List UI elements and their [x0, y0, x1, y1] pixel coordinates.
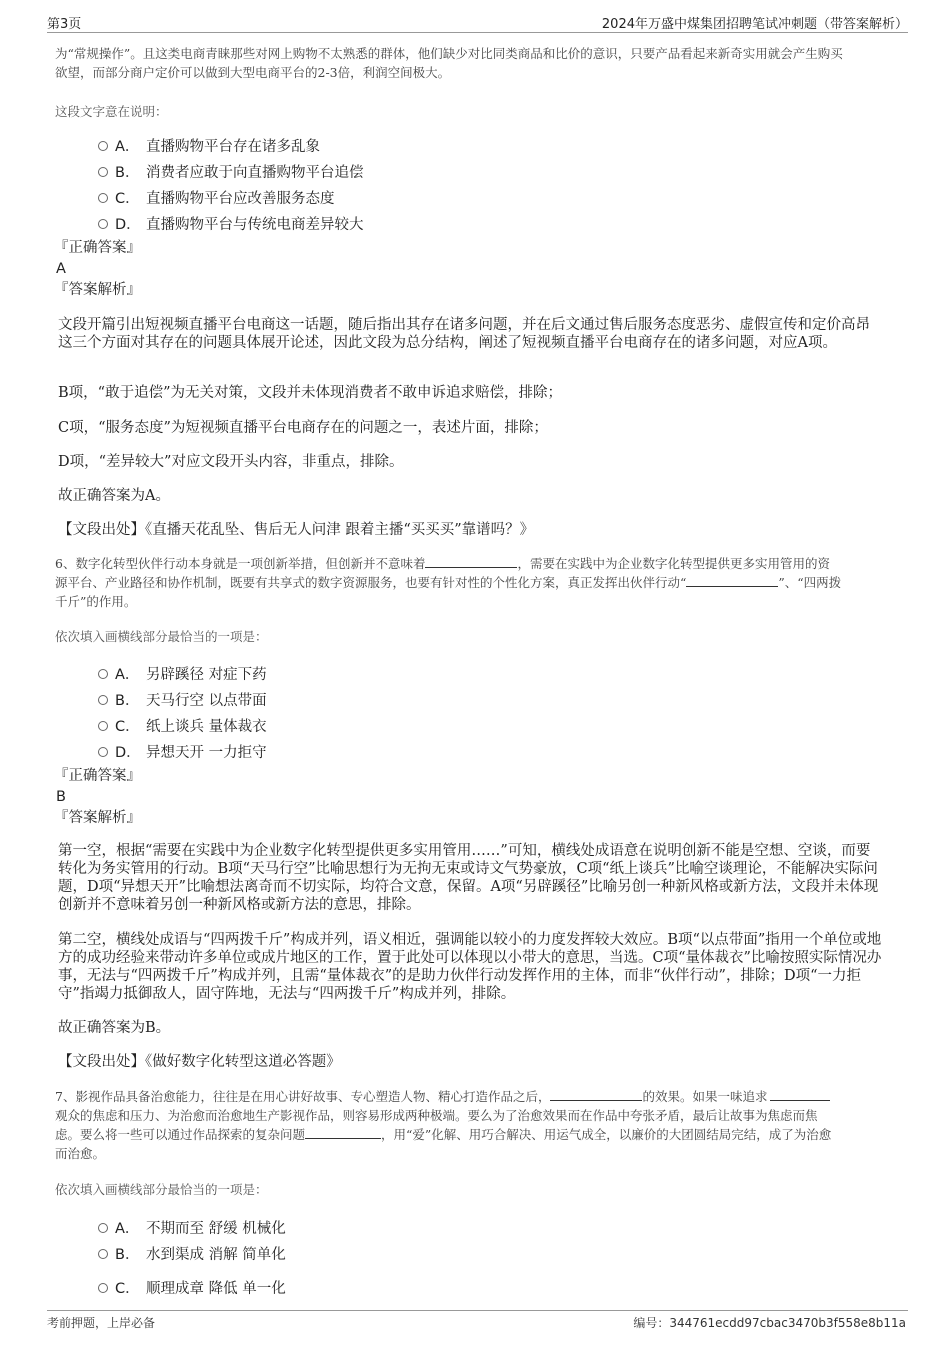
radio-icon[interactable]	[98, 1283, 108, 1293]
fill-blank	[550, 1088, 642, 1101]
q5-option-d[interactable]: D． 直播购物平台与传统电商差异较大	[55, 210, 887, 236]
footer-slogan: 考前押题，上岸必备	[47, 1316, 156, 1330]
fill-blank	[305, 1126, 381, 1139]
fill-blank	[425, 555, 517, 568]
q5-answer: A	[56, 261, 66, 277]
radio-icon[interactable]	[98, 695, 108, 705]
q5-ask: 这段文字意在说明：	[55, 104, 168, 119]
q6-ask: 依次填入画横线部分最恰当的一项是：	[55, 629, 268, 644]
q7-option-c[interactable]: C． 顺理成章 降低 单一化	[55, 1274, 887, 1300]
q5-analysis-para: C项，“服务态度”为短视频直播平台电商存在的问题之一，表述片面，排除；	[58, 420, 548, 436]
radio-icon[interactable]	[98, 669, 108, 679]
radio-icon[interactable]	[98, 141, 108, 151]
q5-stem-line: 欲望，而部分商户定价可以做到大型电商平台的2-3倍，利润空间极大。	[55, 65, 451, 80]
q6-options	[55, 660, 887, 764]
radio-icon[interactable]	[98, 167, 108, 177]
document-title: 2024年万盛中煤集团招聘笔试冲刺题（带答案解析）	[601, 17, 908, 32]
q5-analysis-para: 文段开篇引出短视频直播平台电商这一话题，随后指出其存在诸多问题，并在后文通过售后服务态度恶劣、虚假宣传和定价高昂这三个方面对其存在的问题具体展开论述，因此文段为总分结构，阐述了短视频直播平台电商存在的诸多问题，对应A项。	[58, 317, 870, 351]
page-header	[0, 0, 950, 30]
q5-analysis-para: D项，“差异较大”对应文段开头内容，非重点，排除。	[58, 454, 404, 470]
q6-analysis-para: 第二空，横线处成语与“四两拨千斤”构成并列，语义相近，强调能以较小的力度发挥较大效应。B项“以点带面”指用一个单位或地方的成功经验来带动许多单位或成片地区的工作，置于此处可以体现以小带大的意思，当选。C项“量体裁衣”比喻按照实际情况办事，无法与“四两拨千斤”构成并列，且需“量体裁衣”的是助力伙伴行动发挥作用的主体，而非“伙伴行动”，排除；D项“一力拒守”指竭力抵御敌人，固守阵地，无法与“四两拨千斤”构成并列，排除。	[58, 932, 882, 1002]
q6-answer: B	[56, 789, 66, 805]
q6-option-c[interactable]: C． 纸上谈兵 量体裁衣	[55, 712, 887, 738]
q6-stem: 6、数字化转型伙伴行动本身就是一项创新举措，但创新并不意味着 ，需要在实践中为企业数字化转型提供更多实用管用的资 源平台、产业路径和协作机制，既要有共享式的数字资源服务，也要有针对性的个性化方案，真正发挥出伙伴行动“ ”、“四两拨 千斤”的作用。	[55, 556, 842, 609]
header-divider	[47, 32, 908, 33]
q5-option-a[interactable]: A． 直播购物平台存在诸多乱象	[55, 132, 887, 158]
q6-option-d[interactable]: D． 异想天开 一力拒守	[55, 738, 887, 764]
q5-source: 【文段出处】《直播天花乱坠、售后无人问津 跟着主播“买买买”靠谱吗？》	[58, 522, 535, 538]
q7-option-a[interactable]: A． 不期而至 舒缓 机械化	[55, 1214, 887, 1240]
q6-option-b[interactable]: B． 天马行空 以点带面	[55, 686, 887, 712]
page-number: 第3页	[47, 17, 82, 32]
q5-analysis-para: B项，“敢于追偿”为无关对策，文段并未体现消费者不敢申诉追求赔偿，排除；	[58, 385, 562, 401]
q5-options	[55, 132, 887, 236]
footer-code: 编号：344761ecdd97cbac3470b3f558e8b11a	[633, 1316, 906, 1330]
radio-icon[interactable]	[98, 747, 108, 757]
q7-stem: 7、影视作品具备治愈能力，往往是在用心讲好故事、专心塑造人物、精心打造作品之后， 的效果。如果一味追求 观众的焦虑和压力、为治愈而治愈地生产影视作品，则容易形成两种极端。要么为了治愈效果而在作品中夸张矛盾，最后让故事为焦虑而焦 虑。要么将一些可以通过作品探索的复杂问题 ，用“爱”化解、用巧合解决、用运气成全，以廉价的大团圆结局完结，成了为治愈 而治愈。	[55, 1089, 832, 1161]
q7-ask: 依次填入画横线部分最恰当的一项是：	[55, 1182, 268, 1197]
radio-icon[interactable]	[98, 721, 108, 731]
q6-conclusion: 故正确答案为B。	[58, 1020, 171, 1036]
q5-option-c[interactable]: C． 直播购物平台应改善服务态度	[55, 184, 887, 210]
footer-divider	[47, 1310, 908, 1311]
q5-conclusion: 故正确答案为A。	[58, 488, 170, 504]
q6-option-a[interactable]: A． 另辟蹊径 对症下药	[55, 660, 887, 686]
q5-analysis-tag: 『答案解析』	[54, 282, 141, 298]
radio-icon[interactable]	[98, 1249, 108, 1259]
q6-source: 【文段出处】《做好数字化转型这道必答题》	[58, 1054, 341, 1070]
fill-blank	[770, 1088, 830, 1101]
q5-option-b[interactable]: B． 消费者应敢于向直播购物平台追偿	[55, 158, 887, 184]
q6-analysis-para: 第一空，根据“需要在实践中为企业数字化转型提供更多实用管用……”可知，横线处成语意在说明创新不能是空想、空谈，而要转化为务实管用的行动。B项“天马行空”比喻思想行为无拘无束或诗文气势豪放，C项“纸上谈兵”比喻空谈理论，不能解决实际问题，D项“异想天开”比喻想法离奇而不切实际，均符合文意，保留。A项“另辟蹊径”比喻另创一种新风格或新方法，文段并未体现创新并不意味着另创一种新风格或新方法的意思，排除。	[58, 843, 879, 913]
q7-options	[55, 1214, 887, 1300]
q5-stem-line: 为“常规操作”。且这类电商青睐那些对网上购物不太熟悉的群体，他们缺少对比同类商品和比价的意识，只要产品看起来新奇实用就会产生购买	[55, 46, 843, 61]
fill-blank	[686, 574, 778, 587]
radio-icon[interactable]	[98, 1223, 108, 1233]
radio-icon[interactable]	[98, 219, 108, 229]
q5-answer-tag: 『正确答案』	[54, 240, 141, 256]
q6-analysis-tag: 『答案解析』	[54, 810, 141, 826]
q6-answer-tag: 『正确答案』	[54, 768, 141, 784]
radio-icon[interactable]	[98, 193, 108, 203]
q7-option-b[interactable]: B． 水到渠成 消解 简单化	[55, 1240, 887, 1266]
